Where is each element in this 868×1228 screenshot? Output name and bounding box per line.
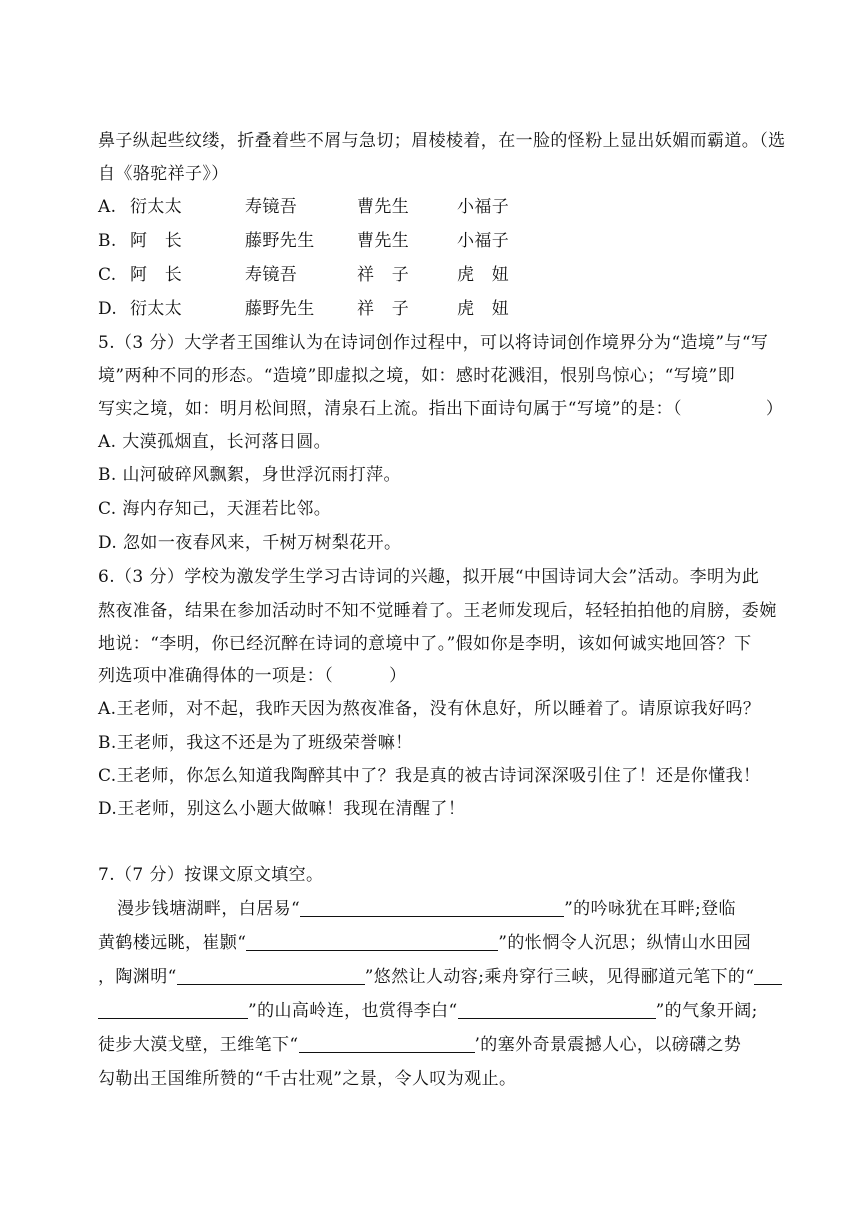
q6-stem-line: 6.（3 分）学校为激发学生学习古诗词的兴趣，拟开展“中国诗词大会”活动。李明为此	[98, 567, 760, 587]
option-cell: 藤野先生	[245, 231, 315, 251]
q7-text-line: 勾勒出王国维所赞的“千古壮观”之景，令人叹为观止。	[98, 1069, 517, 1089]
q7-blank-2[interactable]	[246, 933, 498, 951]
q4-text-line: 鼻子纵起些纹缕，折叠着些不屑与急切；眉棱棱着，在一脸的怪粉上显出妖媚而霸道。（选	[98, 131, 786, 151]
q7-text: 黄鹤楼远眺，崔颢“	[98, 933, 247, 953]
q7-blank-1[interactable]	[300, 899, 564, 917]
option-cell: 祥 子	[357, 299, 410, 319]
q5-paren-close: ）	[765, 399, 784, 419]
q7-text: ，陶渊明“	[98, 967, 177, 987]
q4-option-b	[98, 230, 509, 252]
q7-blank-4-cont[interactable]	[98, 1001, 248, 1019]
option-cell: 藤野先生	[245, 299, 315, 319]
q6-paren-close: ）	[389, 666, 407, 686]
option-cell: 虎 妞	[457, 299, 510, 319]
option-cell: 阿 长	[130, 265, 183, 285]
q6-stem-line	[98, 665, 407, 687]
q5-option-c: C. 海内存知己，天涯若比邻。	[98, 499, 332, 519]
q7-text: ”的吟咏犹在耳畔;登临	[564, 899, 736, 919]
q4-option-c	[98, 264, 509, 286]
q7-text: ”悠然让人动容;乘舟穿行三峡，见得郦道元笔下的“	[364, 967, 755, 987]
option-cell: 曹先生	[357, 197, 410, 217]
q7-text: ”的气象开阔;	[655, 1001, 758, 1021]
q4-option-d	[98, 298, 509, 320]
q5-stem-line	[98, 398, 783, 420]
q6-option-b: B.王老师，我这不还是为了班级荣誉嘛！	[98, 733, 413, 753]
option-cell: 曹先生	[357, 231, 410, 251]
q7-text: ”的山高岭连，也赏得李白“	[248, 1001, 458, 1021]
q6-option-c: C.王老师，你怎么知道我陶醉其中了？我是真的被古诗词深深吸引住了！还是你懂我！	[98, 766, 761, 786]
q7-text-line	[117, 898, 736, 920]
q4-option-a	[98, 196, 509, 218]
q6-option-d: D.王老师，别这么小题大做嘛！我现在清醒了！	[98, 799, 466, 819]
q5-option-d: D. 忽如一夜春风来，千树万树梨花开。	[98, 533, 402, 553]
option-cell: 祥 子	[357, 265, 410, 285]
q5-option-b: B. 山河破碎风飘絮，身世浮沉雨打萍。	[98, 465, 401, 485]
option-cell: 阿 长	[130, 231, 183, 251]
option-cell: 衍太太	[130, 299, 183, 319]
option-cell: 小福子	[457, 231, 510, 251]
option-label: B.	[98, 231, 117, 251]
option-cell: 衍太太	[130, 197, 183, 217]
q7-text-line	[98, 932, 751, 954]
q4-text-line: 自《骆驼祥子》）	[98, 164, 229, 184]
q6-stem-text: 列选项中准确得体的一项是：（	[98, 666, 334, 686]
option-label: C.	[98, 265, 117, 285]
option-cell: 小福子	[457, 197, 510, 217]
q6-stem-line: 熬夜准备，结果在参加活动时不知不觉睡着了。王老师发现后，轻轻拍拍他的肩膀，委婉	[98, 601, 777, 621]
q7-title: 7.（7 分）按课文原文填空。	[98, 865, 324, 885]
option-label: D.	[98, 299, 118, 319]
q6-stem-line: 地说：“李明，你已经沉醉在诗词的意境中了。”假如你是李明，该如何诚实地回答？下	[98, 634, 752, 654]
option-label: A.	[98, 197, 117, 217]
q5-stem-text: 写实之境，如：明月松间照，清泉石上流。指出下面诗句属于“写境”的是：（	[98, 399, 682, 419]
q7-blank-5[interactable]	[458, 1001, 656, 1019]
q5-stem-line: 5.（3 分）大学者王国维认为在诗词创作过程中，可以将诗词创作境界分为“造境”与“写	[98, 333, 769, 353]
q7-text: 漫步钱塘湖畔，白居易“	[117, 899, 301, 919]
q7-text: ”的怅惘令人沉思；纵情山水田园	[498, 933, 751, 953]
q7-blank-4-start[interactable]	[754, 967, 782, 985]
option-cell: 寿镜吾	[245, 265, 298, 285]
q5-option-a: A. 大漠孤烟直，长河落日圆。	[98, 432, 332, 452]
q5-stem-line: 境”两种不同的形态。“造境”即虚拟之境，如：感时花溅泪，恨别鸟惊心；“写境”即	[98, 366, 736, 386]
q6-option-a: A.王老师，对不起，我昨天因为熬夜准备，没有休息好，所以睡着了。请原谅我好吗？	[98, 699, 761, 719]
q7-text-line	[98, 1034, 741, 1056]
option-cell: 虎 妞	[457, 265, 510, 285]
q7-blank-6[interactable]	[299, 1035, 475, 1053]
q7-text-line	[98, 1000, 758, 1022]
q7-text: 徒步大漠戈壁，王维笔下“	[98, 1035, 299, 1055]
q7-blank-3[interactable]	[177, 967, 365, 985]
q7-text: ’的塞外奇景震撼人心，以磅礴之势	[474, 1035, 742, 1055]
q7-text-line	[98, 966, 782, 988]
option-cell: 寿镜吾	[245, 197, 298, 217]
